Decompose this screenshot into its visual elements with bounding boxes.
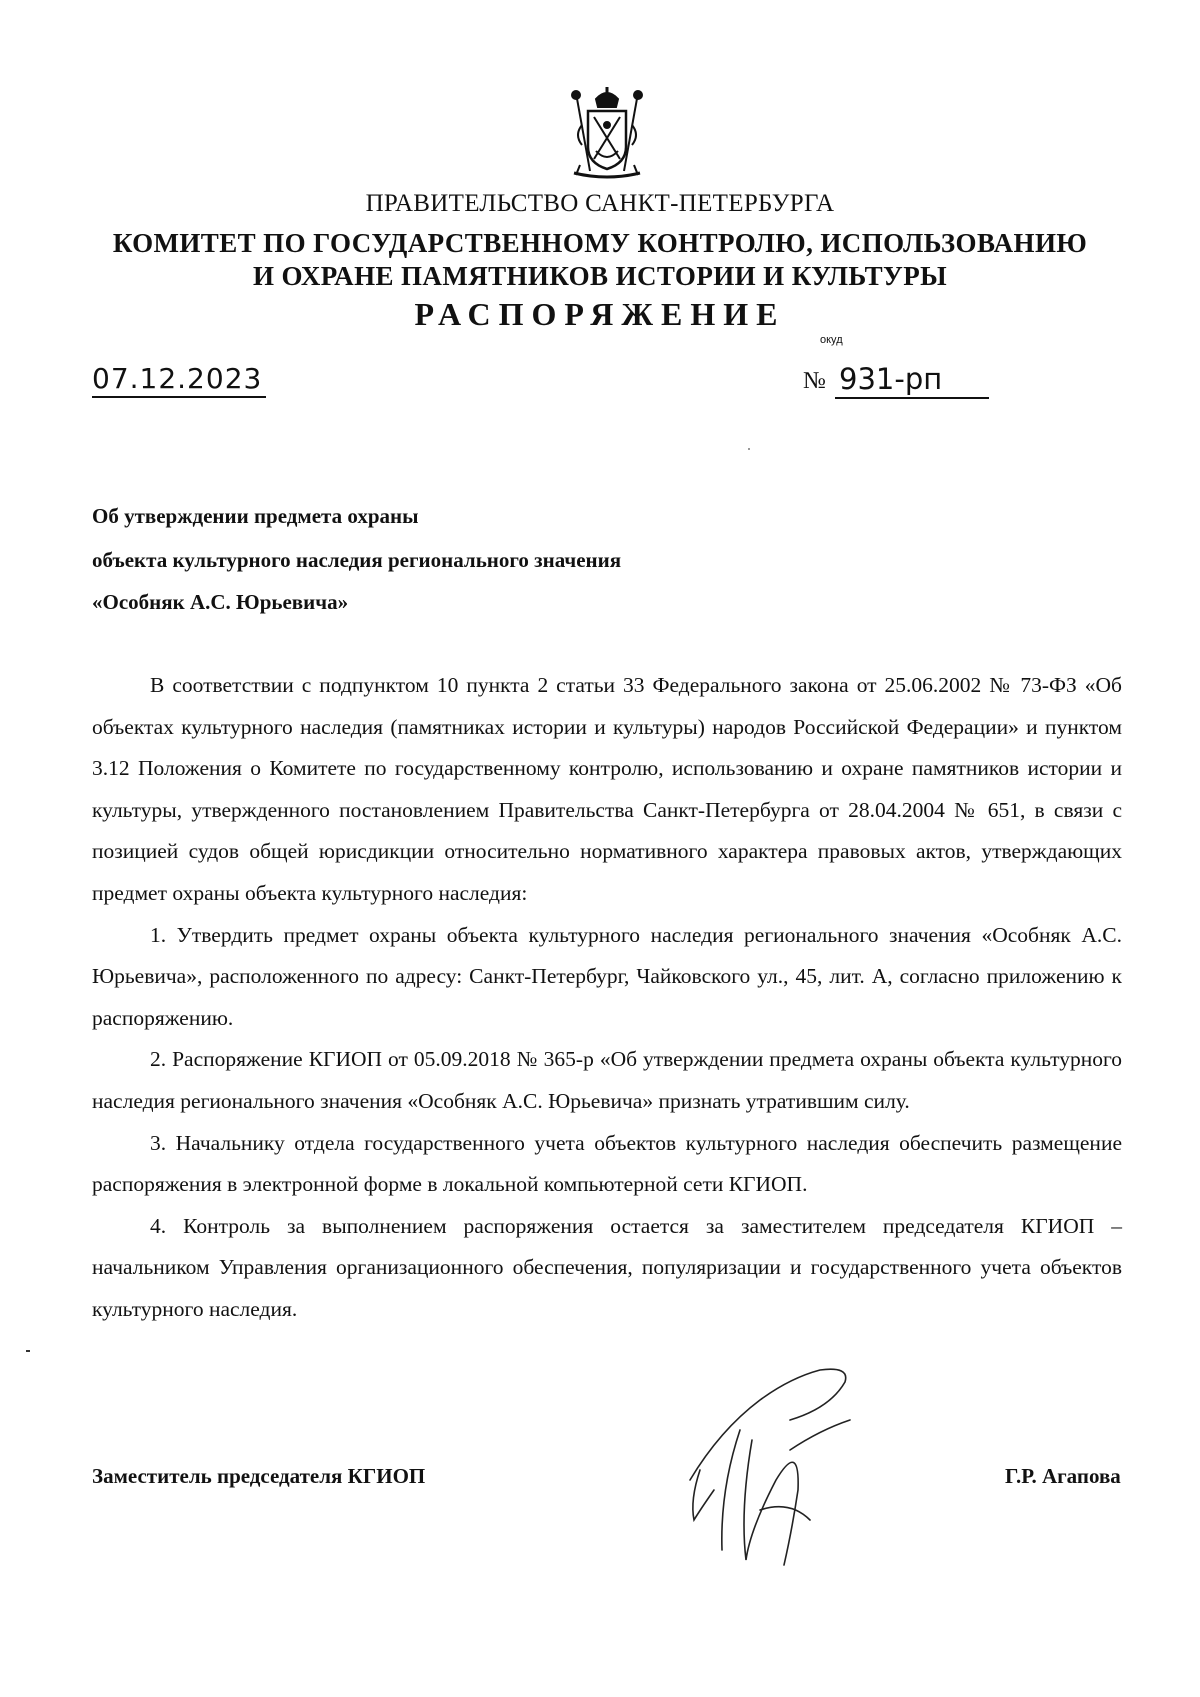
document-number: 931-рп: [835, 361, 989, 399]
government-title: ПРАВИТЕЛЬСТВО САНКТ-ПЕТЕРБУРГА: [365, 190, 835, 217]
signatory-position: Заместитель председателя КГИОП: [92, 1464, 426, 1488]
committee-title-line-1: КОМИТЕТ ПО ГОСУДАРСТВЕННОМУ КОНТРОЛЮ, ИСПОЛЬЗОВАНИЮ: [112, 228, 1088, 258]
scan-speck: [748, 448, 750, 450]
order-item-3: 3. Начальнику отдела государственного учета объектов культурного наследия обеспечить размещение распоряжения в электронной форме в локальной компьютерной сети КГИОП.: [92, 1130, 1122, 1197]
order-item-2: 2. Распоряжение КГИОП от 05.09.2018 № 365-р «Об утверждении предмета охраны объекта культурного наследия регионального значения «Особняк А.С. Юрьевича» признать утратившим силу.: [92, 1047, 1122, 1113]
handwritten-signature: [680, 1360, 920, 1575]
subject-line-1: Об утверждении предмета охраны: [92, 504, 419, 528]
document-date: 07.12.2023: [92, 362, 266, 398]
subject-line-3: «Особняк А.С. Юрьевича»: [92, 590, 349, 614]
order-item-1: 1. Утвердить предмет охраны объекта культурного наследия регионального значения «Особняк А.С. Юрьевича», расположенного по адресу: Санкт-Петербург, Чайковского ул., 45, лит. А, согласно приложению к распоряжению.: [92, 922, 1122, 1030]
coat-of-arms-icon: [566, 85, 648, 181]
okud-label: окуд: [820, 334, 843, 346]
signatory-name: Г.Р. Агапова: [1005, 1464, 1121, 1488]
subject-line-2: объекта культурного наследия регионального значения: [92, 548, 622, 572]
number-label: №: [803, 368, 826, 394]
order-item-4: 4. Контроль за выполнением распоряжения остается за заместителем председателя КГИОП – начальником Управления организационного обеспечения, популяризации и государственного учета объектов культурного наследия.: [92, 1213, 1122, 1321]
committee-title-line-2: И ОХРАНЕ ПАМЯТНИКОВ ИСТОРИИ И КУЛЬТУРЫ: [252, 261, 947, 291]
document-type: РАСПОРЯЖЕНИЕ: [414, 296, 786, 332]
preamble-paragraph: В соответствии с подпунктом 10 пункта 2 статьи 33 Федерального закона от 25.06.2002 № 73-ФЗ «Об объектах культурного наследия (памятниках истории и культуры) народов Российской Федерации» и пунктом 3.12 Положения о Комитете по государственному контролю, использованию и охране памятников истории и культуры, утвержденного постановлением Правительства Санкт-Петербурга от 28.04.2004 № 651, в связи с позицией судов общей юрисдикции относительно нормативного характера правовых актов, утверждающих предмет охраны объекта культурного наследия:: [92, 673, 1122, 905]
document-body: [92, 665, 1122, 1331]
scan-speck: [26, 1350, 30, 1352]
